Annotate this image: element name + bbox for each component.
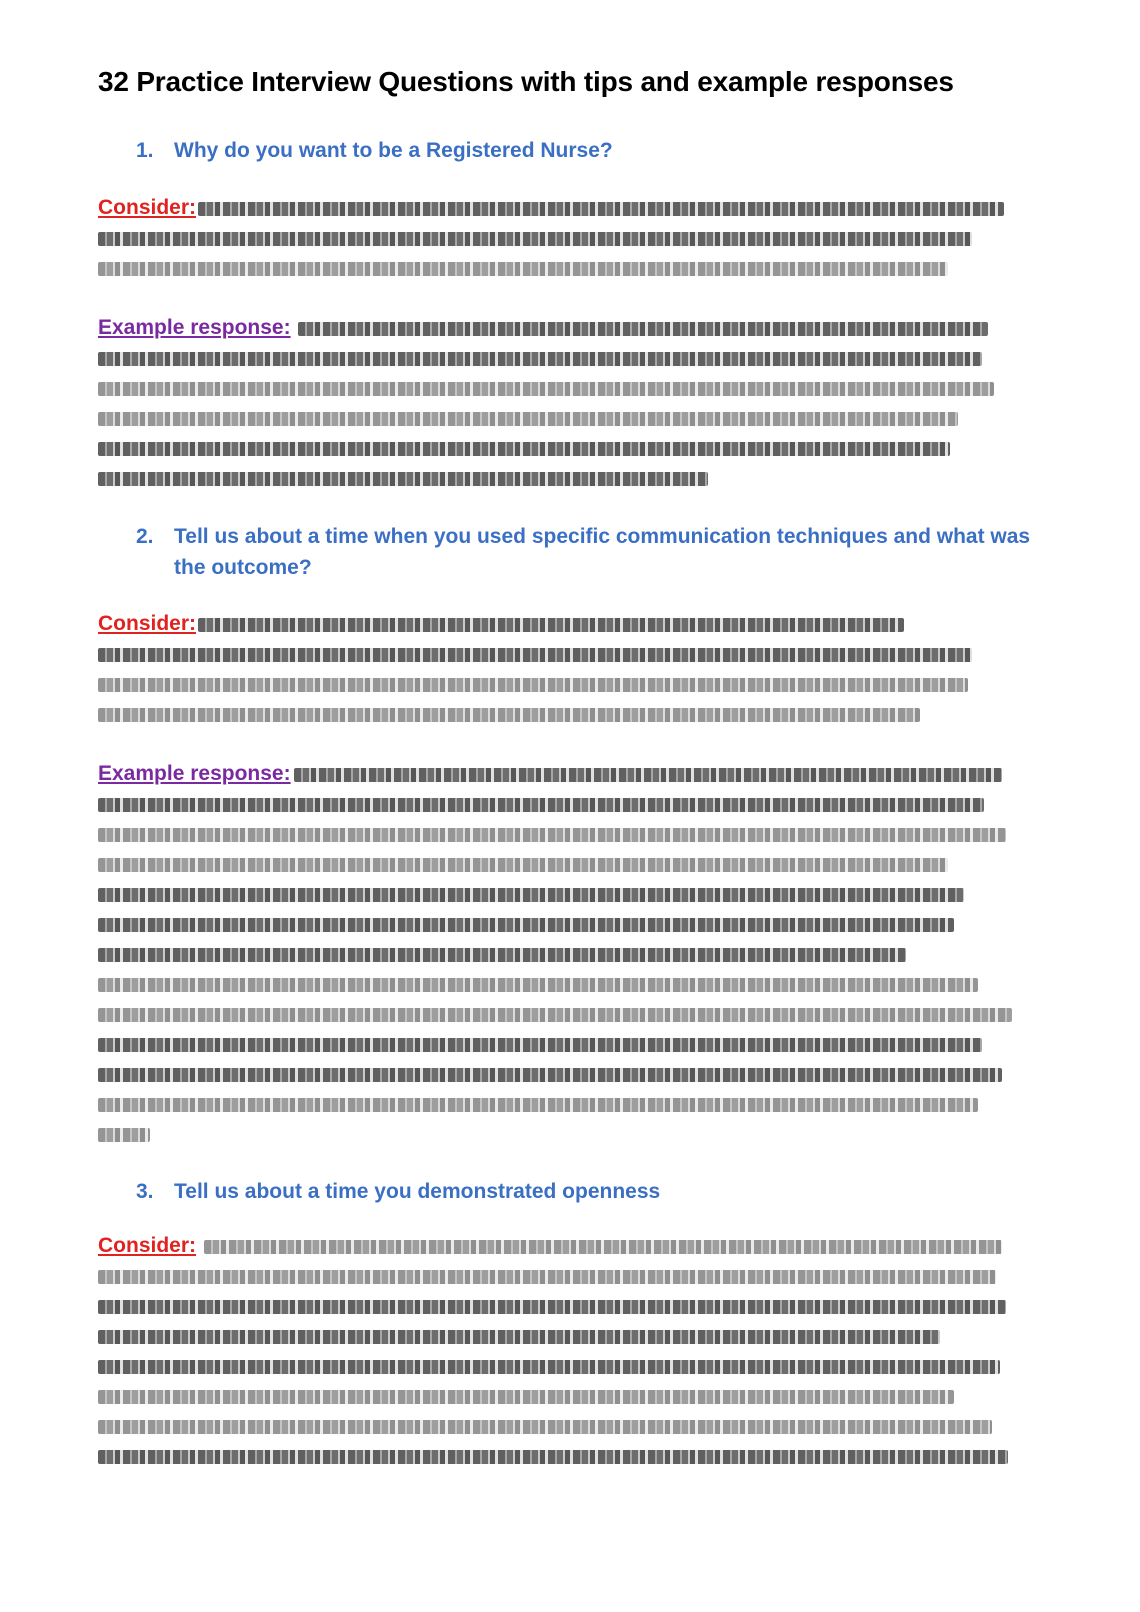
question-text: Tell us about a time when you used specific communication techniques and what was the outcome? (174, 525, 1031, 579)
consider-label: Consider: (98, 1234, 197, 1257)
question-number: 1. (136, 139, 154, 162)
question-text: Why do you want to be a Registered Nurse? (174, 139, 613, 162)
question-number: 2. (136, 525, 154, 548)
consider-label: Consider: (98, 196, 197, 219)
question-number: 3. (136, 1180, 154, 1203)
consider-label: Consider: (98, 612, 197, 635)
example-response-label: Example response: (98, 762, 291, 785)
page-title: 32 Practice Interview Questions with tips and example responses (98, 66, 954, 97)
example-response-label: Example response: (98, 316, 291, 339)
question-text: Tell us about a time you demonstrated openness (174, 1180, 661, 1203)
